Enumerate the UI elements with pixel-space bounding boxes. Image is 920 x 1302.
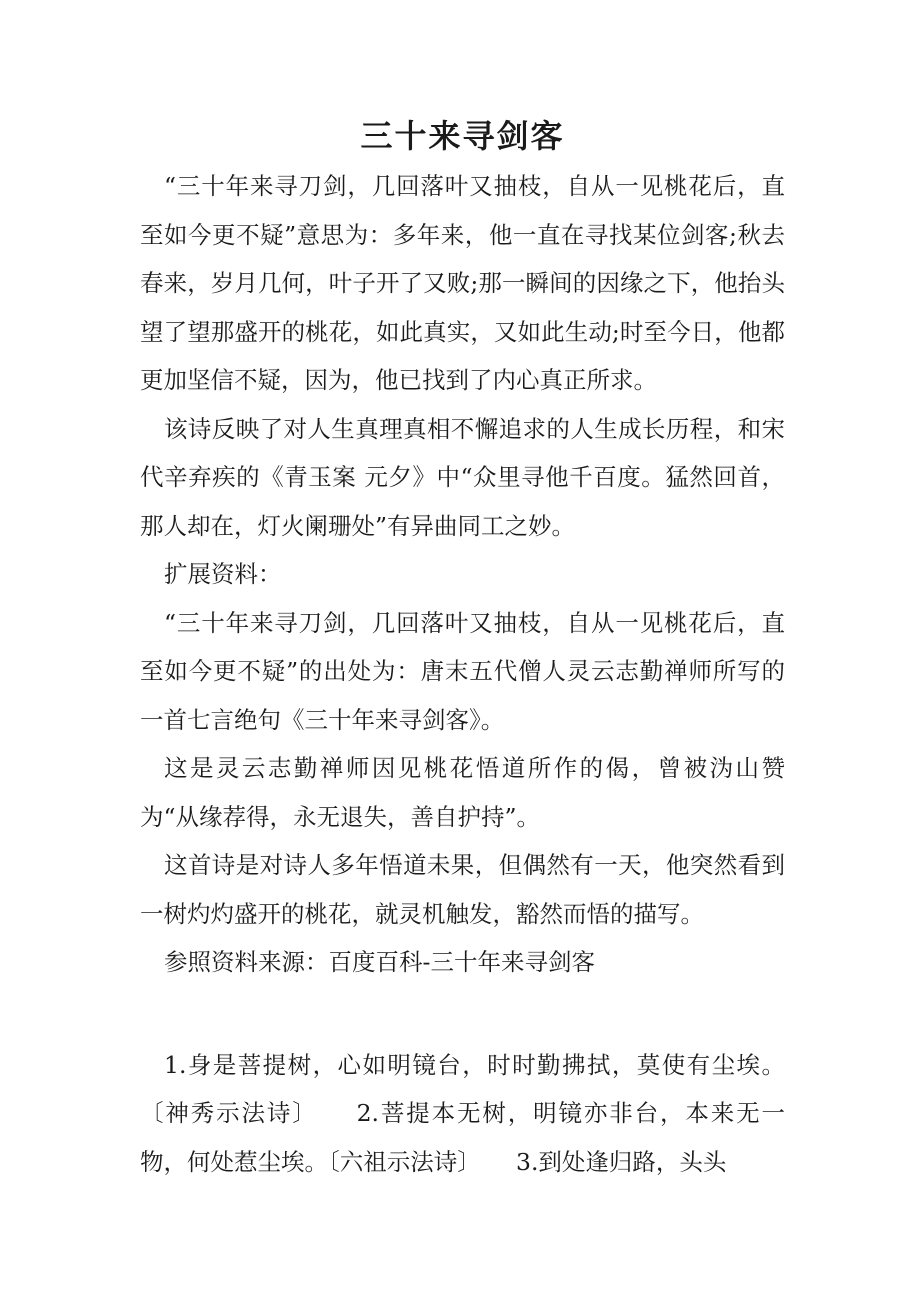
paragraph-extended-heading: 扩展资料： <box>164 560 282 588</box>
paragraph-reflection: 该诗反映了对人生真理真相不懈追求的人生成长历程，和宋代辛弃疾的《青玉案 元夕》中“众里寻他千百度。猛然回首，那人却在，灯火阑珊处”有异曲同工之妙。 <box>140 414 785 540</box>
document-title: 三十来寻剑客 <box>360 117 565 155</box>
document-page <box>140 112 785 1186</box>
paragraph-gatha: 这是灵云志勤禅师因见桃花悟道所作的偈，曾被沩山赞为“从缘荐得，永无退失，善自护持”。 <box>140 754 785 831</box>
paragraph-poems-list: 1.身是菩提树，心如明镜台，时时勤拂拭，莫使有尘埃。〔神秀示法诗〕 2.菩提本无树，明镜亦非台，本来无一物，何处惹尘埃。〔六祖示法诗〕 3.到处逢归路，头头 <box>140 1050 785 1176</box>
paragraph-source: “三十年来寻刀剑，几回落叶又抽枝，自从一见桃花后，直至如今更不疑”的出处为：唐末五代僧人灵云志勤禅师所写的一首七言绝句《三十年来寻剑客》。 <box>140 608 785 734</box>
paragraph-meaning: “三十年来寻刀剑，几回落叶又抽枝，自从一见桃花后，直至如今更不疑”意思为：多年来，他一直在寻找某位剑客;秋去春来，岁月几何，叶子开了又败;那一瞬间的因缘之下，他抬头望了望那盛开的桃花，如此真实，又如此生动;时至今日，他都更加坚信不疑，因为，他已找到了内心真正所求。 <box>140 172 785 394</box>
paragraph-reference: 参照资料来源：百度百科-三十年来寻剑客 <box>164 948 595 976</box>
paragraph-description: 这首诗是对诗人多年悟道未果，但偶然有一天，他突然看到一树灼灼盛开的桃花，就灵机触发，豁然而悟的描写。 <box>140 851 785 928</box>
section-spacer <box>140 987 785 1041</box>
